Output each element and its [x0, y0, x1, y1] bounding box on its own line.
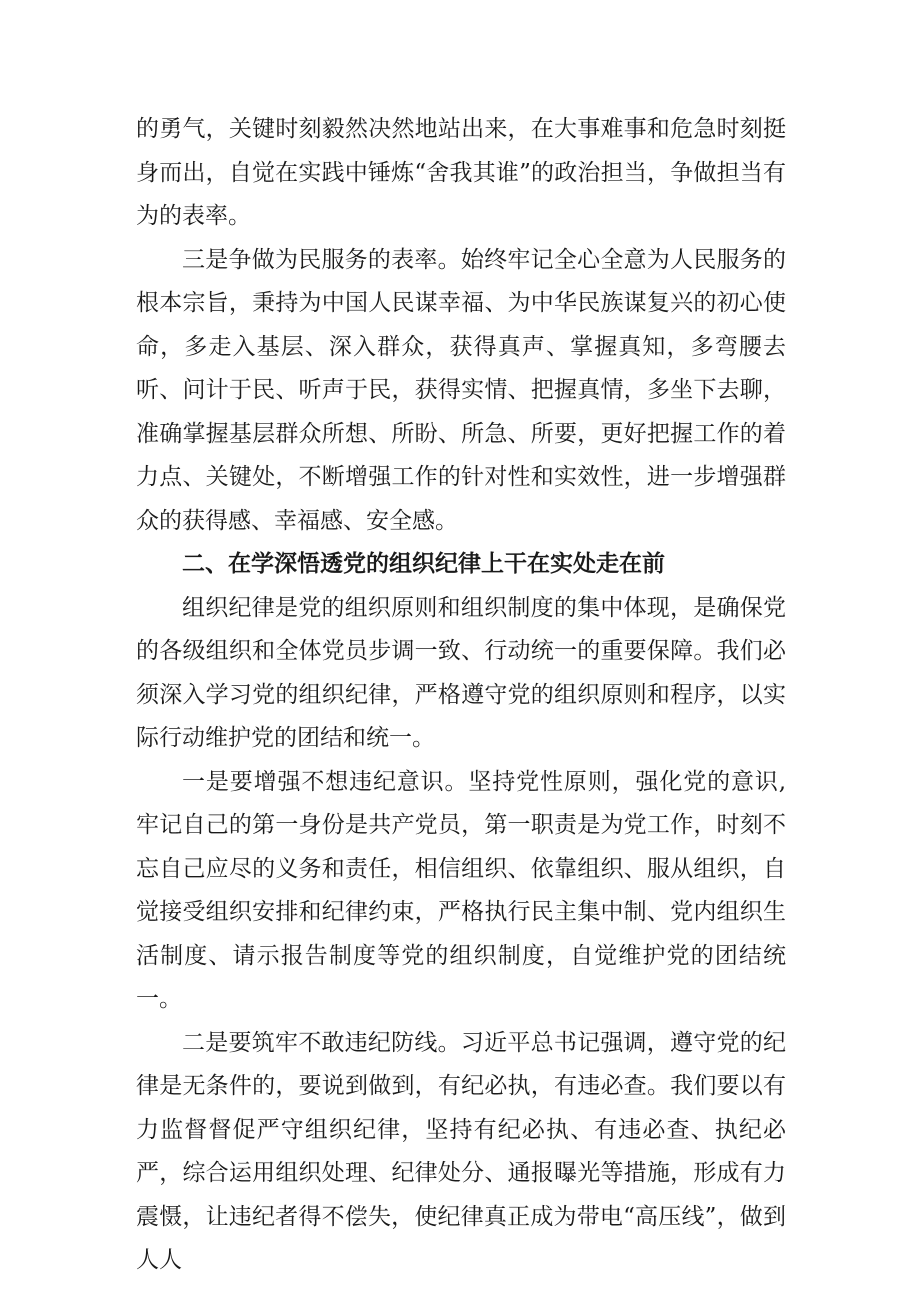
- document-page: [136, 108, 786, 1283]
- continuation-paragraph: 的勇气，关键时刻毅然决然地站出来，在大事难事和危急时刻挺身而出，自觉在实践中锤炼“舍我其谁”的政治担当，争做担当有为的表率。: [136, 116, 786, 229]
- body-paragraph-org-discipline: 组织纪律是党的组织原则和组织制度的集中体现，是确保党的各级组织和全体党员步调一致、行动统一的重要保障。我们必须深入学习党的组织纪律，严格遵守党的组织原则和程序，以实际行动维护党的团结和统一。: [136, 594, 786, 751]
- body-paragraph-service-model: 三是争做为民服务的表率。始终牢记全心全意为人民服务的根本宗旨，秉持为中国人民谋幸福、为中华民族谋复兴的初心使命，多走入基层、深入群众，获得真声、掌握真知，多弯腰去听、问计于民、听声于民，获得实情、把握真情，多坐下去聊，准确掌握基层群众所想、所盼、所急、所要，更好把握工作的着力点、关键处，不断增强工作的针对性和实效性，进一步增强群众的获得感、幸福感、安全感。: [136, 246, 786, 534]
- body-paragraph-point-one: 一是要增强不想违纪意识。坚持党性原则，强化党的意识,牢记自己的第一身份是共产党员，第一职责是为党工作，时刻不忘自己应尽的义务和责任，相信组织、依靠组织、服从组织，自觉接受组织安排和纪律约束，严格执行民主集中制、党内组织生活制度、请示报告制度等党的组织制度，自觉维护党的团结统一。: [136, 768, 786, 1012]
- body-paragraph-point-two: 二是要筑牢不敢违纪防线。习近平总书记强调，遵守党的纪律是无条件的，要说到做到，有纪必执，有违必查。我们要以有力监督督促严守组织纪律，坚持有纪必执、有违必查、执纪必严，综合运用组织处理、纪律处分、通报曝光等措施，形成有力震慑，让违纪者得不偿失，使纪律真正成为带电“高压线”，做到人人: [136, 1029, 786, 1273]
- section-heading: 二、在学深悟透党的组织纪律上干在实处走在前: [182, 551, 665, 577]
